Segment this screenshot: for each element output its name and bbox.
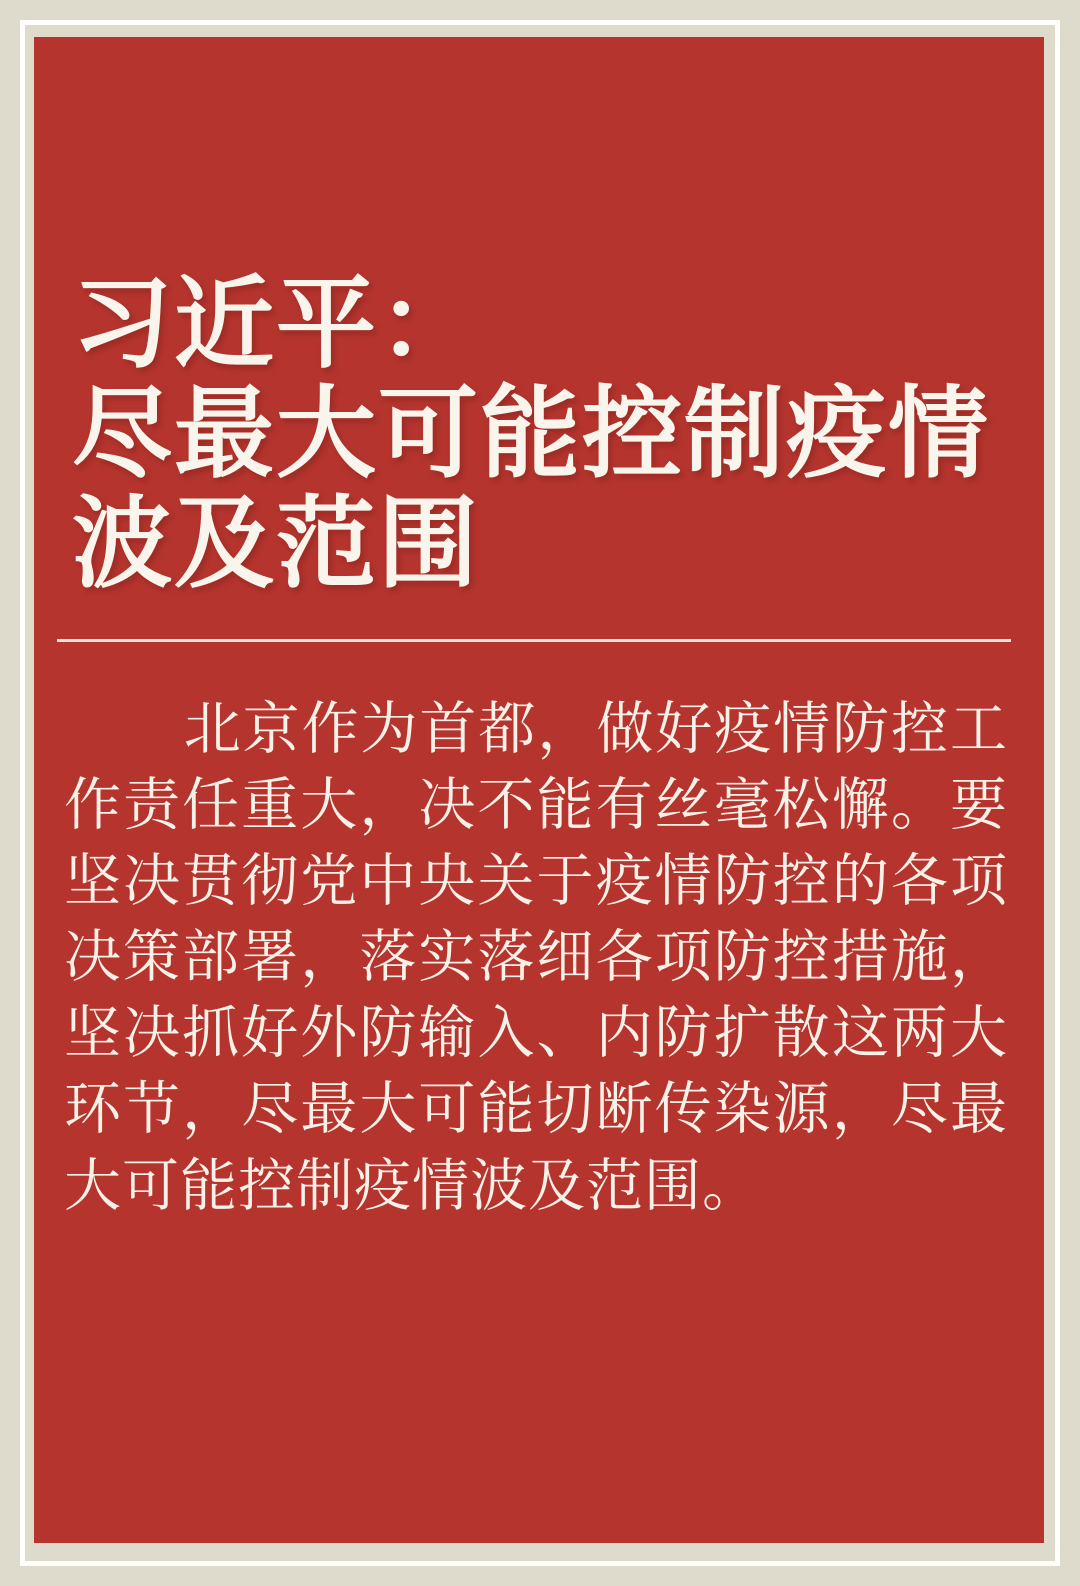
quote-card	[34, 37, 1044, 1543]
title-line-main: 尽最大可能控制疫情	[72, 378, 990, 490]
title-divider	[57, 639, 1011, 642]
title-line-speaker: 习近平：	[72, 268, 480, 380]
poster-title	[72, 269, 1008, 599]
poster-body-paragraph: 北京作为首都，做好疫情防控工作责任重大，决不能有丝毫松懈。要坚决贯彻党中央关于疫情防控的各项决策部署，落实落细各项防控措施，坚决抓好外防输入、内防扩散这两大环节，尽最大可能切断传染源，尽最大可能控制疫情波及范围。	[64, 698, 1008, 1218]
title-line-tail: 波及范围	[72, 488, 480, 600]
